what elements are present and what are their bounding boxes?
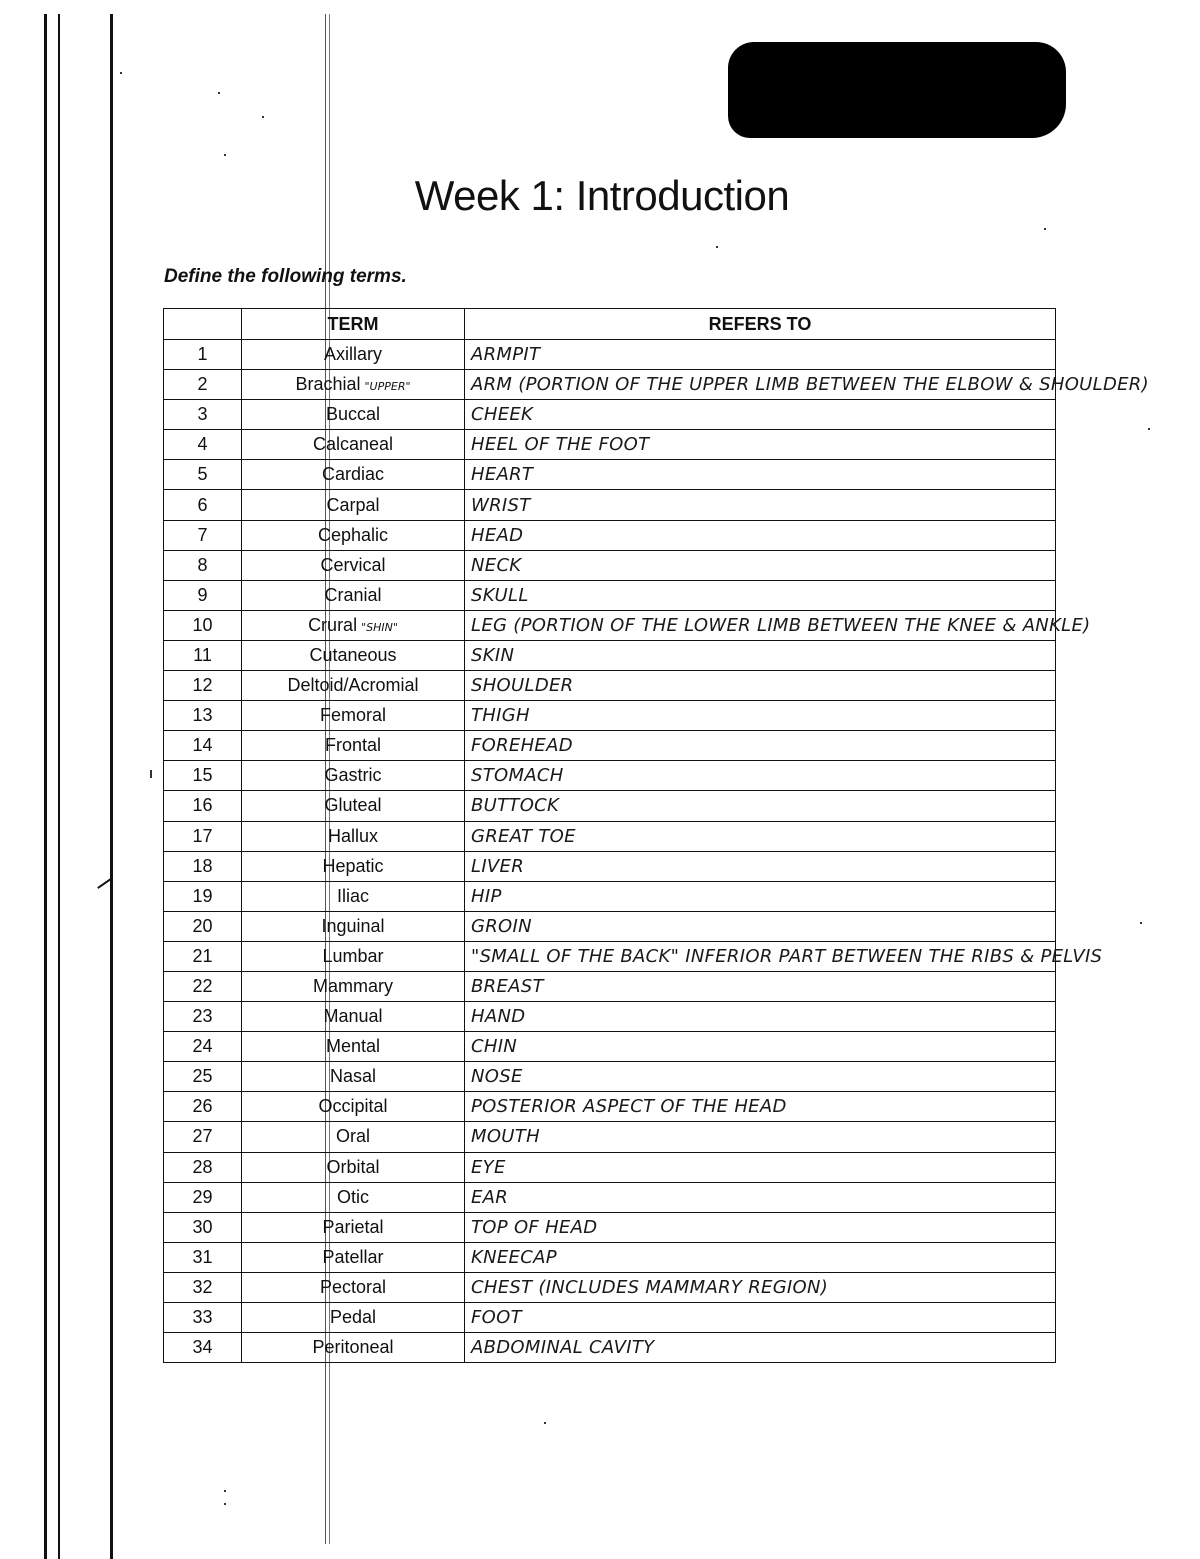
row-number: 21 bbox=[164, 941, 242, 971]
handwritten-definition: LEG (PORTION OF THE LOWER LIMB BETWEEN THE KNEE & ANKLE) bbox=[465, 610, 1056, 640]
term-text: Nasal bbox=[329, 1066, 377, 1087]
row-number: 20 bbox=[164, 911, 242, 941]
term-text: Occipital bbox=[318, 1096, 388, 1117]
table-row bbox=[164, 1092, 1056, 1122]
handwritten-definition: POSTERIOR ASPECT OF THE HEAD bbox=[465, 1092, 1056, 1122]
row-number: 31 bbox=[164, 1242, 242, 1272]
row-number: 13 bbox=[164, 701, 242, 731]
term-cell bbox=[242, 761, 465, 791]
row-number: 32 bbox=[164, 1272, 242, 1302]
term-text: Cephalic bbox=[317, 524, 389, 545]
row-number: 19 bbox=[164, 881, 242, 911]
term-cell bbox=[242, 580, 465, 610]
term-text: Deltoid/Acromial bbox=[287, 675, 419, 696]
handwritten-definition: NECK bbox=[465, 550, 1056, 580]
term-text: Brachial bbox=[295, 374, 361, 395]
table-row bbox=[164, 1182, 1056, 1212]
row-number: 9 bbox=[164, 580, 242, 610]
term-cell bbox=[242, 731, 465, 761]
redaction-block bbox=[728, 42, 1066, 138]
term-cell bbox=[242, 941, 465, 971]
term-cell bbox=[242, 1212, 465, 1242]
term-text: Lumbar bbox=[322, 945, 384, 966]
handwritten-definition: "SMALL OF THE BACK" INFERIOR PART BETWEEN THE RIBS & PELVIS bbox=[465, 941, 1056, 971]
table-row bbox=[164, 1032, 1056, 1062]
term-text: Gastric bbox=[324, 765, 382, 786]
table-row bbox=[164, 370, 1056, 400]
row-number: 3 bbox=[164, 400, 242, 430]
term-text: Crural bbox=[308, 614, 358, 635]
term-text: Hallux bbox=[327, 825, 379, 846]
row-number: 11 bbox=[164, 640, 242, 670]
term-text: Cervical bbox=[320, 554, 386, 575]
row-number: 25 bbox=[164, 1062, 242, 1092]
table-row bbox=[164, 1122, 1056, 1152]
table-row bbox=[164, 941, 1056, 971]
table-row bbox=[164, 1212, 1056, 1242]
scan-speck bbox=[544, 1422, 546, 1424]
row-number: 7 bbox=[164, 520, 242, 550]
header-number bbox=[164, 309, 242, 340]
term-cell bbox=[242, 1002, 465, 1032]
term-cell bbox=[242, 1092, 465, 1122]
table-row bbox=[164, 640, 1056, 670]
table-row bbox=[164, 701, 1056, 731]
term-cell bbox=[242, 1122, 465, 1152]
header-refers-to: REFERS TO bbox=[465, 309, 1056, 340]
term-text: Calcaneal bbox=[312, 434, 394, 455]
table-row bbox=[164, 1062, 1056, 1092]
scan-speck bbox=[218, 92, 220, 94]
term-text: Iliac bbox=[336, 885, 369, 906]
handwritten-definition: GREAT TOE bbox=[465, 821, 1056, 851]
term-text: Pectoral bbox=[319, 1276, 387, 1297]
term-cell bbox=[242, 340, 465, 370]
handwritten-definition: FOOT bbox=[465, 1303, 1056, 1333]
scan-speck bbox=[262, 116, 264, 118]
handwritten-definition: FOREHEAD bbox=[465, 731, 1056, 761]
term-text: Parietal bbox=[322, 1216, 384, 1237]
table-row bbox=[164, 550, 1056, 580]
term-cell bbox=[242, 640, 465, 670]
row-number: 2 bbox=[164, 370, 242, 400]
scan-speck bbox=[224, 1503, 226, 1505]
term-text: Otic bbox=[336, 1186, 369, 1207]
handwritten-definition: SKULL bbox=[465, 580, 1056, 610]
handwritten-definition: EYE bbox=[465, 1152, 1056, 1182]
table-header-row bbox=[164, 309, 1056, 340]
term-cell bbox=[242, 911, 465, 941]
handwritten-definition: WRIST bbox=[465, 490, 1056, 520]
handwritten-definition: GROIN bbox=[465, 911, 1056, 941]
table-row bbox=[164, 520, 1056, 550]
table-row bbox=[164, 971, 1056, 1001]
handwritten-definition: THIGH bbox=[465, 701, 1056, 731]
table-row bbox=[164, 1272, 1056, 1302]
row-number: 8 bbox=[164, 550, 242, 580]
handwritten-definition: CHEST (INCLUDES MAMMARY REGION) bbox=[465, 1272, 1056, 1302]
scan-speck bbox=[150, 770, 152, 778]
scan-speck bbox=[1044, 228, 1046, 230]
page-title: Week 1: Introduction bbox=[414, 172, 790, 219]
term-cell bbox=[242, 1272, 465, 1302]
handwritten-definition: ARMPIT bbox=[465, 340, 1056, 370]
handwritten-definition: HAND bbox=[465, 1002, 1056, 1032]
term-cell bbox=[242, 701, 465, 731]
term-cell bbox=[242, 1032, 465, 1062]
handwritten-definition: CHIN bbox=[465, 1032, 1056, 1062]
term-handwritten-annotation: "UPPER" bbox=[364, 380, 411, 394]
term-cell bbox=[242, 851, 465, 881]
term-cell bbox=[242, 430, 465, 460]
row-number: 17 bbox=[164, 821, 242, 851]
term-cell bbox=[242, 1152, 465, 1182]
term-cell bbox=[242, 520, 465, 550]
row-number: 34 bbox=[164, 1333, 242, 1363]
row-number: 4 bbox=[164, 430, 242, 460]
term-cell bbox=[242, 1333, 465, 1363]
term-text: Cranial bbox=[324, 584, 382, 605]
term-text: Patellar bbox=[322, 1246, 384, 1267]
row-number: 16 bbox=[164, 791, 242, 821]
row-number: 12 bbox=[164, 671, 242, 701]
term-text: Carpal bbox=[326, 494, 380, 515]
row-number: 29 bbox=[164, 1182, 242, 1212]
handwritten-definition: LIVER bbox=[465, 851, 1056, 881]
scan-speck bbox=[120, 72, 122, 74]
term-cell bbox=[242, 671, 465, 701]
table-row bbox=[164, 1242, 1056, 1272]
term-text: Manual bbox=[323, 1006, 383, 1027]
handwritten-definition: SHOULDER bbox=[465, 671, 1056, 701]
table-row bbox=[164, 1002, 1056, 1032]
term-text: Cardiac bbox=[321, 464, 385, 485]
term-cell bbox=[242, 821, 465, 851]
term-text: Cutaneous bbox=[309, 644, 397, 665]
table-row bbox=[164, 761, 1056, 791]
row-number: 10 bbox=[164, 610, 242, 640]
row-number: 27 bbox=[164, 1122, 242, 1152]
term-text: Mental bbox=[325, 1036, 381, 1057]
row-number: 23 bbox=[164, 1002, 242, 1032]
row-number: 26 bbox=[164, 1092, 242, 1122]
handwritten-definition: STOMACH bbox=[465, 761, 1056, 791]
row-number: 15 bbox=[164, 761, 242, 791]
handwritten-definition: HEEL OF THE FOOT bbox=[465, 430, 1056, 460]
term-cell bbox=[242, 550, 465, 580]
row-number: 33 bbox=[164, 1303, 242, 1333]
row-number: 30 bbox=[164, 1212, 242, 1242]
row-number: 28 bbox=[164, 1152, 242, 1182]
term-text: Gluteal bbox=[324, 795, 382, 816]
handwritten-definition: EAR bbox=[465, 1182, 1056, 1212]
row-number: 24 bbox=[164, 1032, 242, 1062]
header-term: TERM bbox=[242, 309, 465, 340]
handwritten-definition: HIP bbox=[465, 881, 1056, 911]
table-row bbox=[164, 580, 1056, 610]
handwritten-definition: ABDOMINAL CAVITY bbox=[465, 1333, 1056, 1363]
term-handwritten-annotation: "SHIN" bbox=[361, 620, 398, 634]
table-row bbox=[164, 821, 1056, 851]
scan-speck bbox=[224, 1490, 226, 1492]
instruction-text: Define the following terms. bbox=[164, 266, 407, 287]
scan-speck bbox=[1148, 428, 1150, 430]
handwritten-definition: CHEEK bbox=[465, 400, 1056, 430]
row-number: 18 bbox=[164, 851, 242, 881]
handwritten-definition: HEART bbox=[465, 460, 1056, 490]
table-row bbox=[164, 430, 1056, 460]
handwritten-definition: NOSE bbox=[465, 1062, 1056, 1092]
term-cell bbox=[242, 400, 465, 430]
handwritten-definition: BREAST bbox=[465, 971, 1056, 1001]
term-cell bbox=[242, 1062, 465, 1092]
table-row bbox=[164, 851, 1056, 881]
term-cell bbox=[242, 1303, 465, 1333]
term-cell bbox=[242, 1182, 465, 1212]
table-row bbox=[164, 1333, 1056, 1363]
term-text: Hepatic bbox=[322, 855, 384, 876]
table-row bbox=[164, 671, 1056, 701]
scan-margin-line bbox=[44, 14, 47, 1559]
terms-table bbox=[163, 308, 1149, 1363]
term-cell bbox=[242, 1242, 465, 1272]
handwritten-definition: MOUTH bbox=[465, 1122, 1056, 1152]
scan-speck bbox=[716, 246, 718, 248]
handwritten-definition: HEAD bbox=[465, 520, 1056, 550]
term-text: Axillary bbox=[323, 344, 382, 365]
term-text: Femoral bbox=[319, 705, 386, 726]
handwritten-definition: BUTTOCK bbox=[465, 791, 1056, 821]
term-text: Frontal bbox=[324, 735, 382, 756]
table-row bbox=[164, 791, 1056, 821]
table-row bbox=[164, 911, 1056, 941]
term-cell bbox=[242, 791, 465, 821]
handwritten-definition: TOP OF HEAD bbox=[465, 1212, 1056, 1242]
table-row bbox=[164, 490, 1056, 520]
term-text: Oral bbox=[335, 1126, 370, 1147]
table-row bbox=[164, 881, 1056, 911]
term-text: Buccal bbox=[325, 404, 381, 425]
row-number: 1 bbox=[164, 340, 242, 370]
table-row bbox=[164, 731, 1056, 761]
handwritten-definition: SKIN bbox=[465, 640, 1056, 670]
scan-margin-line bbox=[58, 14, 60, 1559]
scan-margin-line bbox=[110, 14, 113, 1559]
table-row bbox=[164, 400, 1056, 430]
term-cell bbox=[242, 370, 465, 400]
row-number: 14 bbox=[164, 731, 242, 761]
term-text: Pedal bbox=[329, 1307, 377, 1328]
handwritten-definition: ARM (PORTION OF THE UPPER LIMB BETWEEN THE ELBOW & SHOULDER) bbox=[465, 370, 1056, 400]
term-cell bbox=[242, 490, 465, 520]
term-cell bbox=[242, 460, 465, 490]
table-row bbox=[164, 340, 1056, 370]
handwritten-definition: KNEECAP bbox=[465, 1242, 1056, 1272]
row-number: 22 bbox=[164, 971, 242, 1001]
term-text: Orbital bbox=[326, 1156, 380, 1177]
table-row bbox=[164, 610, 1056, 640]
scan-speck bbox=[1140, 922, 1142, 924]
term-text: Peritoneal bbox=[312, 1337, 394, 1358]
term-cell bbox=[242, 971, 465, 1001]
row-number: 6 bbox=[164, 490, 242, 520]
term-text: Mammary bbox=[313, 976, 393, 997]
scan-speck bbox=[224, 154, 226, 156]
table-row bbox=[164, 1152, 1056, 1182]
row-number: 5 bbox=[164, 460, 242, 490]
term-cell bbox=[242, 610, 465, 640]
terms-table-body bbox=[164, 340, 1149, 1363]
table-row bbox=[164, 1303, 1056, 1333]
table-row bbox=[164, 460, 1056, 490]
term-cell bbox=[242, 881, 465, 911]
term-text: Inguinal bbox=[321, 915, 385, 936]
